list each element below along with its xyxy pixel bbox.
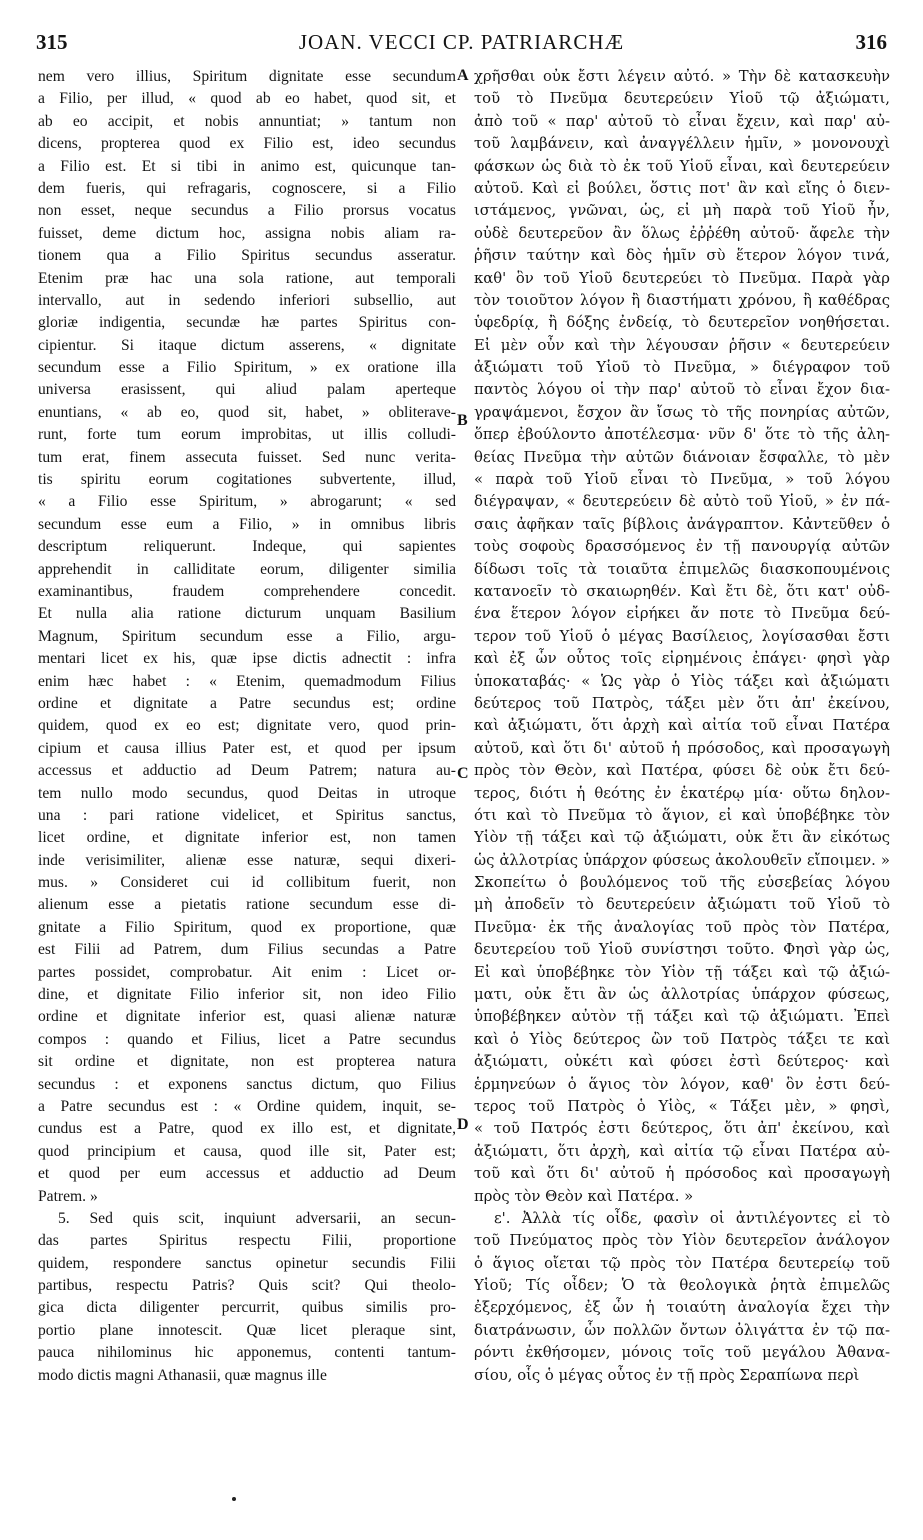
text-line: τερος τοῦ Πατρὸς ὁ Υἱὸς, « Τάξει μὲν, » φησὶ,: [474, 1097, 890, 1115]
page-number-left: 315: [36, 30, 68, 54]
text-line: gnitate a Filio Spiritum, quod ex proportione, quæ: [38, 918, 456, 936]
text-line: καὶ ἐξ ὧν οὗτος τοῖς εἰρημένοις ἐπάγει· φησὶ γὰρ: [474, 650, 890, 668]
text-line: Patrem. »: [38, 1187, 98, 1205]
text-line: modo dictis magni Athanasii, quæ magnus ille: [38, 1366, 327, 1384]
text-line: ἐξερχόμενος, ἐξ ὧν ἡ τοιαύτη ἀναλογία ἔχει τὴν: [474, 1299, 890, 1317]
text-line: compos : quando et Filius, licet a Patre secundus: [38, 1030, 456, 1048]
text-line: Σκοπείτω ὁ βουλόμενος τοῦ τῆς εὐσεβείας λόγου: [474, 874, 890, 892]
text-line: sit ordine et dignitate, non est propterea natura: [38, 1053, 456, 1071]
text-line: dicens, propterea quod ex Filio est, ideo secundus: [38, 135, 456, 153]
text-line: τοῦ λαμβάνειν, καὶ ἀναγγέλλειν ἡμῖν, » μονονουχὶ: [474, 135, 890, 153]
text-line: ὑποβέβηκεν αὐτὸν τῇ τάξει καὶ τῷ ἀξιώματι. Ἐπεὶ: [474, 1008, 890, 1026]
margin-letter-b: B: [457, 412, 468, 429]
text-line: Πνεῦμα· ἐκ τῆς ἀναλογίας τοῦ πρὸς τὸν Πατέρα,: [474, 918, 890, 936]
text-line: γραψάμενοι, ἔσχον ἂν ἴσως τὸ τῆς πονηρίας αὐτῶν,: [474, 403, 890, 421]
text-line: Et nulla alia ratione dicturum unquam Basilium: [38, 605, 456, 623]
text-line: κατανοεῖν τὸ σκαιωρηθέν. Καὶ ἔτι δὲ, ὅτι κατ' οὐδ-: [474, 582, 890, 600]
text-line: gica dicta diligenter percurrit, quibus similis pro-: [38, 1299, 456, 1317]
greek-column: [474, 66, 890, 1387]
text-line: ὡς ἀλλοτρίας ὑπάρχον φύσεως ἀκολουθεῖν εἴποιμεν. »: [474, 851, 890, 869]
text-line: mus. » Consideret cui id collibitum fuerit, non: [38, 874, 456, 892]
text-line: et quod per eum accessus et adductio ad Deum: [38, 1165, 456, 1183]
text-line: ἀπὸ τοῦ « παρ' αὐτοῦ τὸ εἶναι ἔχειν, καὶ παρ' αὐ-: [474, 112, 890, 130]
text-line: « τοῦ Πατρός ἐστι δεύτερος, ὅτι ἀπ' ἐκείνου, καὶ: [474, 1120, 890, 1138]
text-line: apprehendit in calliditate eorum, diligenter similia: [38, 560, 456, 578]
text-line: τερος, διότι ἡ θεότης ἐν ἑκατέρῳ μία· οὕτω δηλον-: [474, 784, 890, 802]
text-line: καὶ ἀξιώματι, ὅτι ἀρχὴ καὶ αἰτία τοῦ εἶναι Πατέρα: [474, 717, 890, 735]
text-line: secundus : et exponens sanctus dictum, quo Filius: [38, 1075, 456, 1093]
text-line: τοὺς σοφοὺς δρασσόμενος ἐν τῇ πανουργίᾳ αὐτῶν: [474, 538, 890, 556]
text-line: διέγραψαν, « δευτερεύειν δὲ αὐτὸ τοῦ Υἱοῦ, » ἐν πά-: [474, 493, 890, 511]
text-line: secundum esse a Filio Spiritum, » ex oratione illa: [38, 359, 456, 377]
text-line: pauca nihilominus hic apponemus, contenti tantum-: [38, 1344, 456, 1362]
text-line: χρῆσθαι οὐκ ἔστι λέγειν αὐτό. » Τὴν δὲ κατασκευὴν: [474, 68, 890, 85]
text-line: αὐτοῦ. Καὶ εἰ βούλει, ὅστις ποτ' ἂν καὶ εἴης ὁ διεν-: [474, 179, 890, 197]
text-line: intervallo, aut in sedendo inferiori subsellio, aut: [38, 291, 456, 309]
text-line: a Patre secundus est : « Ordine quidem, inquit, se-: [38, 1097, 456, 1115]
text-line: Etenim præ hac una sola ratione, aut temporali: [38, 269, 456, 287]
text-line: τερον τοῦ Υἱοῦ ὁ μέγας Βασίλειος, λογίσασθαι ἔστι: [474, 627, 890, 645]
text-line: καθ' ὃν τοῦ Υἱοῦ δευτερεύει τὸ Πνεῦμα. Παρὰ γὰρ: [474, 269, 890, 287]
text-line: ordine et dignitate a Patre secundus est; ordine: [38, 694, 456, 712]
text-line: ἑρμηνεύων ὁ ἅγιος τὸν λόγον, καθ' ὃν ἐστι δεύ-: [474, 1075, 890, 1093]
text-line: Εἰ μὲν οὖν καὶ τὴν λέγουσαν ῥῆσιν « δευτερεύειν: [474, 336, 890, 354]
text-line: cipium et causa illius Pater est, et quod per ipsum: [38, 739, 456, 757]
text-line: mentari licet ex his, quæ ipse dictis adnectit : infra: [38, 650, 456, 668]
running-title: JOAN. VECCI CP. PATRIARCHÆ: [298, 30, 625, 54]
text-line: tis spiritu eorum cogitationes subvertente, illud,: [38, 471, 456, 489]
text-line: ὑποκαταβάς· « Ὡς γὰρ ὁ Υἱὸς τάξει καὶ ἀξιώματι: [474, 672, 890, 690]
text-line: φάσκων ὡς διὰ τὸ ἐκ τοῦ Υἱοῦ εἶναι, καὶ δευτερεύειν: [474, 157, 890, 175]
text-line: ἀξιώματι τοῦ Υἱοῦ τὸ Πνεῦμα, » διέγραφον τοῦ: [474, 359, 890, 377]
text-line: Εἰ καὶ ὑποβέβηκε τὸν Υἱὸν τῇ τάξει καὶ τῷ ἀξιώ-: [474, 963, 890, 981]
text-line: alienum esse a pietatis ratione secundum esse di-: [38, 896, 456, 914]
text-line: a Filio est. Et si tibi in animo est, quicunque tan-: [38, 157, 456, 175]
text-line: tionem qua a Filio Spiritus secundus asseratur.: [38, 247, 456, 265]
text-line: tum erat, finem assecuta fuisset. Sed nunc verita-: [38, 448, 456, 466]
text-line: gloriæ indigentia, secundæ hæ partes Spiritus con-: [38, 314, 456, 332]
text-line: Υἱοῦ; Τίς οἶδεν; Ὁ τὰ θεολογικὰ ῥητὰ ἐπιμελῶς: [474, 1277, 890, 1295]
text-line: ότι καὶ τὸ Πνεῦμα τὸ ἅγιον, εἰ καὶ ὑποβέβηκε τὸν: [474, 806, 890, 824]
text-line: tem nullo modo secundus, quod Deitas in utroque: [38, 784, 456, 802]
text-line: accessus et adductio ad Deum Patrem; natura au-: [38, 762, 456, 780]
text-line: σίου, οἷς ὁ μέγας οὗτος ἐν τῇ πρὸς Σεραπίωνα περὶ: [474, 1366, 860, 1384]
text-line: dem fueris, qui refragaris, cognoscere, si a Filio: [38, 179, 456, 197]
text-line: ἀξιώματι, ὅτι ἀρχὴ, καὶ αἰτία τῷ εἶναι Πατέρα αὐ-: [474, 1142, 890, 1160]
text-line: τοῦ Πνεύματος πρὸς τὸν Υἱὸν δευτερεῖον ἀνάλογον: [474, 1232, 890, 1250]
text-line: partes possidet, comprobatur. Ait enim : Licet or-: [38, 963, 456, 981]
text-line: πρὸς τὸν Θεὸν καὶ Πατέρα. »: [474, 1187, 694, 1205]
text-line: τοῦ τὸ Πνεῦμα δευτερεύειν Υἱοῦ τῷ ἀξιώματι,: [474, 90, 890, 108]
text-line: quidem, respondere sanctus opinetur secundis Filii: [38, 1254, 456, 1272]
page-header: [36, 30, 887, 60]
text-line: enuntians, « ab eo, quod sit, habet, » obliterave-: [38, 403, 456, 421]
text-line: cipientur. Si itaque dictum asserens, « dignitate: [38, 336, 456, 354]
margin-letter-d: D: [457, 1116, 469, 1133]
text-line: διατράνωσιν, ὧν πολλῶν ὄντων ὀλιγάττα ἐν τῷ πα-: [474, 1321, 890, 1339]
text-line: ε'. Ἀλλὰ τίς οἶδε, φασὶν οἱ ἀντιλέγοντες εἰ τὸ: [494, 1209, 890, 1227]
text-line: quidem, quod ex eo est; dignitate vero, quod prin-: [38, 717, 456, 735]
text-line: inde verisimiliter, alienæ esse naturæ, sequi dixeri-: [38, 851, 456, 869]
text-line: ματι, οὐκ ἔτι ἂν ὡς ἀλλοτρίας ὑπάρχον φύσεως,: [474, 986, 890, 1004]
page-number-right: 316: [855, 30, 887, 54]
text-line: « a Filio esse Spiritum, » abrogarunt; « sed: [38, 493, 456, 511]
text-line: οὐδὲ δευτερεῦον ἂν ὅλως ἐῤῥέθη αὐτοῦ· ἄφελε τὴν: [474, 224, 890, 242]
text-line: non esset, neque secundus a Filio prorsus vocatus: [38, 202, 456, 220]
stray-ink-dot: [232, 1497, 236, 1501]
text-line: ὁ ἅγιος οἴεται τῷ πρὸς τὸν Πατέρα δευτερείῳ τοῦ: [474, 1254, 890, 1272]
text-line: δίδωσι τοῖς τὰ τοιαῦτα ἐπιμελῶς διασκοπουμένοις: [474, 560, 890, 578]
text-line: καὶ ὁ Υἱὸς δεύτερος ὢν τοῦ Πατρὸς τάξει τε καὶ: [474, 1030, 890, 1048]
text-line: examinantibus, fraudem comprehendere concedit.: [38, 582, 456, 600]
text-line: portio plane innotescit. Quæ licet pleraque sint,: [38, 1321, 456, 1339]
text-line: ὑφεδρίᾳ, ἢ δόξης ἐνδείᾳ, τὸ δευτερεῖον νοηθήσεται.: [474, 314, 890, 332]
text-line: τὸν τοιοῦτον λόγον ἢ διαστήματι χρόνου, ἢ καθέδρας: [474, 291, 890, 309]
latin-column: [38, 66, 456, 1387]
text-line: fuisset, deme dictum hoc, assigna nobis aliam ra-: [38, 224, 456, 242]
text-line: ἀξιώματι, οὐκέτι καὶ φύσει ἐστὶ δεύτερος· καὶ: [474, 1053, 890, 1071]
text-line: dine, et dignitate Filio inferior sit, non ideo Filio: [38, 986, 456, 1004]
text-line: Υἱὸν τῇ τάξει καὶ τῷ ἀξιώματι, οὐκ ἔτι ἂν εἰκότως: [474, 829, 890, 847]
text-line: ordine et dignitate inferior est, quasi alienæ naturæ: [38, 1008, 456, 1026]
text-line: 5. Sed quis scit, inquiunt adversarii, an secun-: [58, 1209, 456, 1227]
text-line: δεύτερος τοῦ Πατρὸς, τάξει μὲν ὅτι ἀπ' ἐκείνου,: [474, 694, 890, 712]
text-line: universa erasissent, qui aliud palam aperteque: [38, 381, 456, 399]
text-line: partibus, respectu Patris? Quis scit? Qui theolo-: [38, 1277, 456, 1295]
margin-letter-a: A: [457, 67, 469, 84]
text-line: ρόντι ἐκθήσομεν, μόνοις τοῖς τοῦ μεγάλου Ἀθανα-: [474, 1344, 890, 1362]
margin-letter-c: C: [457, 765, 469, 782]
text-line: est Filii ad Patrem, dum Filius secundas a Patre: [38, 941, 456, 959]
text-line: Magnum, Spiritum secundum esse a Filio, argu-: [38, 627, 456, 645]
text-line: παντὸς λόγου οἱ τὴν παρ' αὐτοῦ τὸ εἶναι ἔχον δια-: [474, 381, 890, 399]
text-line: enim hæc habet : « Etenim, quemadmodum Filius: [38, 672, 456, 690]
text-line: μὴ ἀποδεῖν τὸ δευτερεύειν ἀξιώματι τοῦ Υἱοῦ τὸ: [474, 896, 890, 914]
text-line: una : pari ratione videlicet, et Spiritus sanctus,: [38, 806, 456, 824]
text-line: das partes Spiritus respectu Filii, proportione: [38, 1232, 456, 1250]
text-line: θείας Πνεῦμα τὴν αὐτῶν διάνοιαν ἔσφαλλε, τὸ μὲν: [474, 448, 890, 466]
text-line: ab eo accipit, et nobis annuntiat; » tantum non: [38, 112, 456, 130]
text-line: τοῦ καὶ ὅτι δι' αὐτοῦ ἡ πρόσοδος καὶ προσαγωγὴ: [474, 1165, 890, 1183]
text-line: secundum esse eum a Filio, » in omnibus libris: [38, 515, 456, 533]
text-line: descriptum reliquerunt. Indeque, qui sapientes: [38, 538, 456, 556]
text-line: licet ordine, et dignitate inferior est, non tamen: [38, 829, 456, 847]
text-line: ιστάμενος, γνῶναι, ὡς, εἰ μὴ παρὰ τοῦ Υἱοῦ ἦν,: [474, 202, 890, 220]
text-line: αὐτοῦ, καὶ ὅτι δι' αὐτοῦ ἡ πρόσοδος, καὶ προσαγωγὴ: [474, 739, 890, 757]
text-line: πρὸς τὸν Θεὸν, καὶ Πατέρα, φύσει δὲ οὐκ ἔτι δεύ-: [474, 762, 890, 780]
text-line: ὅπερ ἐβούλοντο ἀποτέλεσμα· νῦν δ' ὅτε τὸ τῆς ἀλη-: [474, 426, 890, 444]
text-line: nem vero illius, Spiritum dignitate esse secundum: [38, 68, 456, 85]
text-line: runt, forte tum eorum improbitas, ut illis colludi-: [38, 426, 456, 444]
text-line: quod principium et causa, quod ille sit, Pater est;: [38, 1142, 456, 1160]
text-line: δευτερείου τοῦ Υἱοῦ συνίστησι τοῦτο. Φησὶ γὰρ ὡς,: [474, 941, 890, 959]
text-line: ένα ἕτερον λόγον εἰρήκει ἄν ποτε τὸ Πνεῦμα δεύ-: [474, 605, 890, 623]
text-line: σαις ἀφῆκαν ταῖς βίβλοις ἀνάγραπτον. Κἀντεῦθεν ὁ: [474, 515, 890, 533]
text-line: cundus est a Patre, quod ex illo est, et dignitate,: [38, 1120, 456, 1138]
text-line: ῥῆσιν ταύτην καὶ δὸς ἡμῖν σὺ ἕτερον λόγον τινά,: [474, 247, 890, 265]
text-line: a Filio, per illud, « quod ab eo habet, quod sit, et: [38, 90, 456, 108]
text-line: « παρὰ τοῦ Υἱοῦ εἶναι τὸ Πνεῦμα, » τοῦ λόγου: [474, 471, 890, 489]
